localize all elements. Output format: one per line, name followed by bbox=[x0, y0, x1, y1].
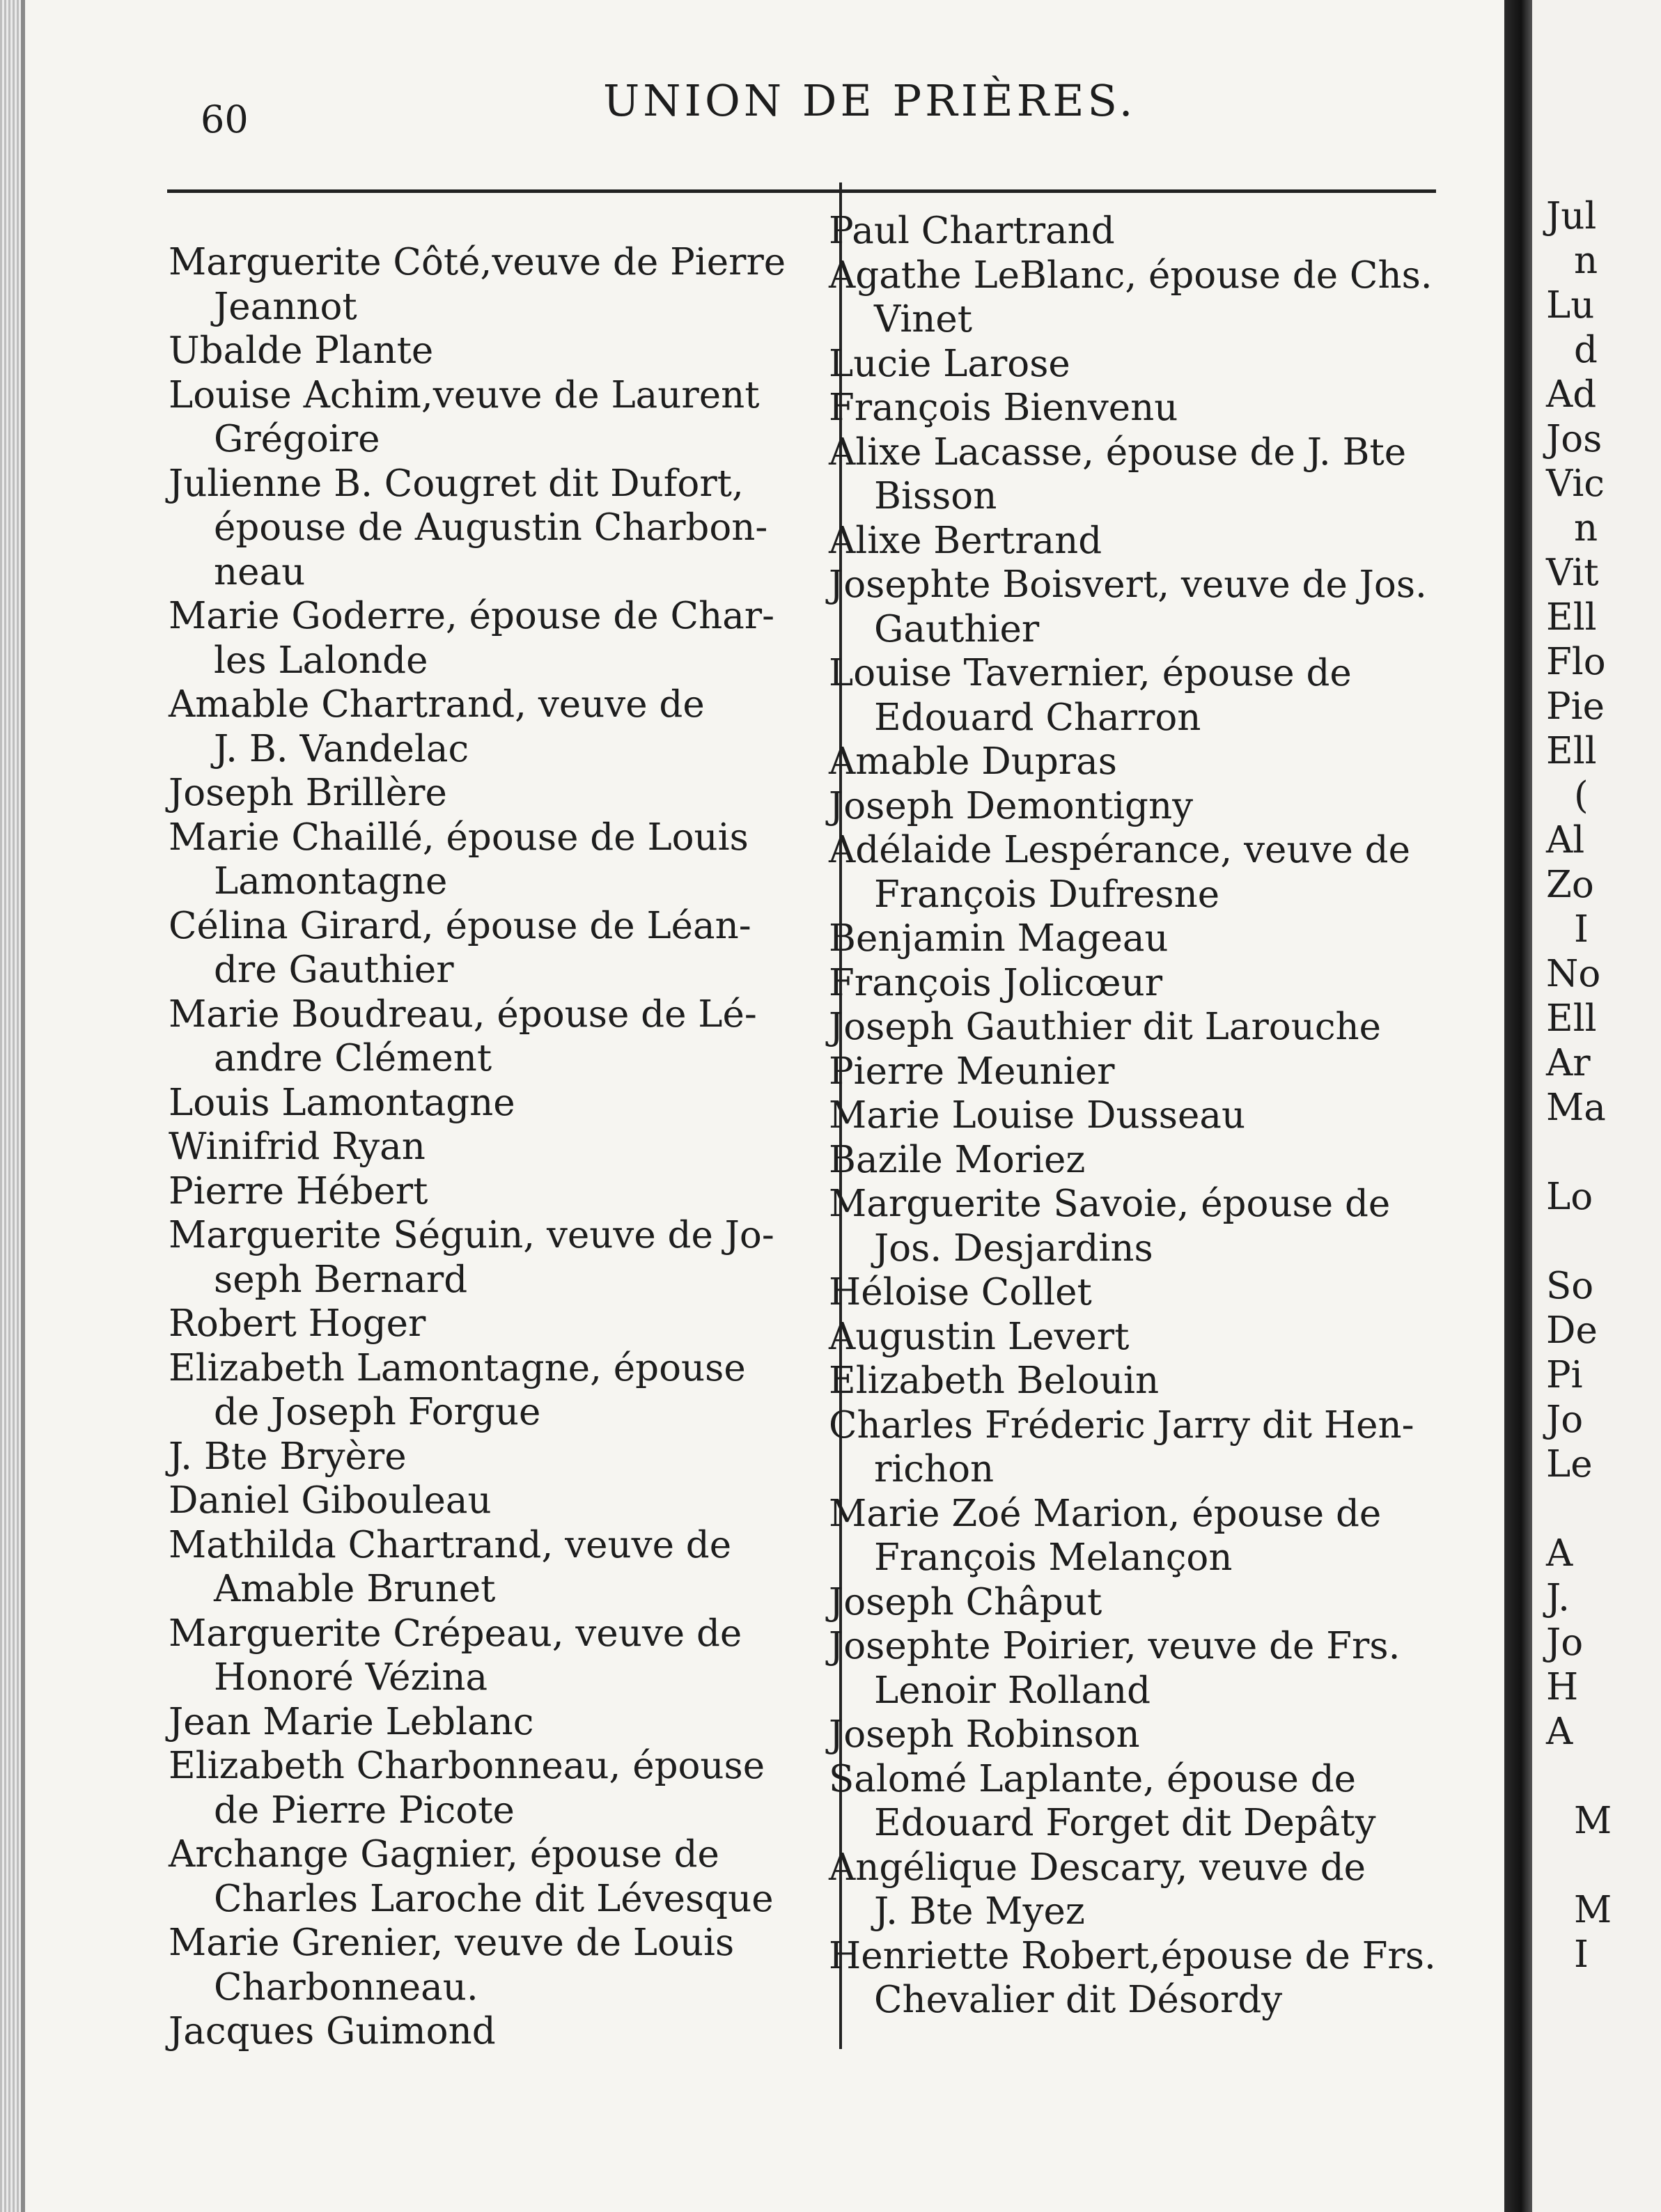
entry-continuation: Lenoir Rolland bbox=[874, 1669, 1151, 1712]
list-entry bbox=[169, 373, 830, 462]
next-page-fragment: ( bbox=[1574, 774, 1589, 817]
next-page-fragment: Jos bbox=[1546, 418, 1602, 460]
entry-name: Marie Grenier, veuve de Louis bbox=[169, 1922, 735, 1964]
entry-name: Amable Chartrand, veuve de bbox=[169, 683, 705, 726]
entry-continuation: J. B. Vandelac bbox=[214, 727, 469, 770]
list-entry bbox=[169, 992, 830, 1081]
list-entry bbox=[169, 1700, 830, 1745]
next-page-fragment: Pi bbox=[1546, 1354, 1583, 1396]
next-page-fragment: Ell bbox=[1546, 997, 1597, 1040]
entry-continuation: Honoré Vézina bbox=[214, 1656, 488, 1699]
list-entry bbox=[829, 1580, 1497, 1625]
list-entry bbox=[829, 1093, 1497, 1138]
next-page-fragment: M bbox=[1574, 1800, 1612, 1842]
entry-continuation: Jos. Desjardins bbox=[874, 1226, 1153, 1270]
entry-name: Winifrid Ryan bbox=[169, 1126, 426, 1168]
entry-name: Julienne B. Cougret dit Dufort, bbox=[169, 462, 744, 505]
entry-name: Josephte Poirier, veuve de Frs. bbox=[829, 1625, 1401, 1667]
page-edge-left bbox=[0, 0, 21, 2212]
list-entry bbox=[829, 563, 1497, 651]
entry-name: Ubalde Plante bbox=[169, 329, 434, 372]
list-entry bbox=[169, 683, 830, 771]
list-entry bbox=[829, 1846, 1497, 1934]
next-page-fragment: I bbox=[1574, 908, 1589, 951]
entry-continuation: andre Clément bbox=[214, 1037, 492, 1080]
list-entry bbox=[169, 1125, 830, 1169]
entry-name: J. Bte Bryère bbox=[169, 1435, 407, 1478]
entry-name: Marguerite Séguin, veuve de Jo- bbox=[169, 1214, 774, 1256]
entry-name: Robert Hoger bbox=[169, 1302, 426, 1345]
list-entry bbox=[829, 209, 1497, 254]
left-column bbox=[169, 240, 830, 2054]
entry-name: Marguerite Crépeau, veuve de bbox=[169, 1612, 742, 1655]
next-page-fragment: Ar bbox=[1546, 1042, 1591, 1084]
next-page-fragment: J. bbox=[1546, 1577, 1570, 1619]
entry-continuation: épouse de Augustin Charbon- bbox=[214, 506, 768, 549]
list-entry bbox=[829, 917, 1497, 961]
next-page-fragment: So bbox=[1546, 1265, 1594, 1307]
entry-continuation: François Dufresne bbox=[874, 873, 1220, 916]
entry-name: Salomé Laplante, épouse de bbox=[829, 1757, 1357, 1800]
entry-name: Joseph Demontigny bbox=[829, 784, 1194, 827]
list-entry bbox=[169, 1479, 830, 1523]
list-entry bbox=[169, 1435, 830, 1479]
entry-name: François Jolicœur bbox=[829, 961, 1163, 1004]
list-entry bbox=[829, 1403, 1497, 1492]
entry-name: Mathilda Chartrand, veuve de bbox=[169, 1523, 732, 1566]
entry-name: Benjamin Mageau bbox=[829, 917, 1169, 960]
entry-name: Louise Achim,veuve de Laurent bbox=[169, 373, 760, 416]
entry-name: Pierre Hébert bbox=[169, 1169, 428, 1213]
entry-name: Bazile Moriez bbox=[829, 1138, 1086, 1181]
list-entry bbox=[169, 2009, 830, 2054]
entry-continuation: Lamontagne bbox=[214, 860, 448, 903]
next-page-fragment: Jul bbox=[1546, 195, 1597, 237]
list-entry bbox=[169, 240, 830, 329]
list-entry bbox=[829, 1270, 1497, 1315]
entry-name: Alixe Lacasse, épouse de J. Bte bbox=[829, 430, 1407, 474]
entry-continuation: Chevalier dit Désordy bbox=[874, 1979, 1283, 2021]
list-entry bbox=[829, 1005, 1497, 1050]
list-entry bbox=[829, 1359, 1497, 1403]
next-page-fragment: Lu bbox=[1546, 284, 1595, 327]
list-entry bbox=[169, 1612, 830, 1700]
list-entry bbox=[169, 1832, 830, 1921]
entry-name: Louis Lamontagne bbox=[169, 1081, 515, 1124]
entry-name: Joseph Brillère bbox=[169, 772, 447, 814]
list-entry bbox=[169, 1213, 830, 1302]
list-entry bbox=[169, 771, 830, 816]
next-page-fragment: Vit bbox=[1546, 552, 1599, 594]
entry-name: Elizabeth Lamontagne, épouse bbox=[169, 1346, 746, 1389]
entry-name: Pierre Meunier bbox=[829, 1050, 1115, 1093]
list-entry bbox=[169, 594, 830, 683]
list-entry bbox=[169, 1169, 830, 1214]
list-entry bbox=[829, 254, 1497, 342]
next-page-fragment: n bbox=[1574, 240, 1598, 282]
book-gutter bbox=[1504, 0, 1532, 2212]
entry-continuation: Vinet bbox=[874, 298, 973, 341]
list-entry bbox=[829, 1315, 1497, 1360]
entry-name: Marie Chaillé, épouse de Louis bbox=[169, 816, 749, 859]
list-entry bbox=[169, 1081, 830, 1126]
entry-continuation: François Melançon bbox=[874, 1536, 1233, 1579]
entry-continuation: Charbonneau. bbox=[214, 1965, 478, 2009]
list-entry bbox=[829, 1492, 1497, 1580]
entry-continuation: richon bbox=[874, 1448, 995, 1490]
list-entry bbox=[829, 784, 1497, 829]
list-entry bbox=[169, 816, 830, 904]
entry-name: Marguerite Savoie, épouse de bbox=[829, 1183, 1391, 1225]
entry-continuation: seph Bernard bbox=[214, 1258, 468, 1301]
entry-continuation: Jeannot bbox=[214, 285, 357, 328]
page-number: 60 bbox=[201, 98, 249, 141]
next-page-fragment: No bbox=[1546, 953, 1601, 995]
list-entry bbox=[169, 329, 830, 373]
entry-name: Amable Dupras bbox=[829, 740, 1117, 783]
entry-name: Daniel Gibouleau bbox=[169, 1479, 492, 1522]
list-entry bbox=[829, 651, 1497, 740]
next-page-fragment: n bbox=[1574, 507, 1598, 550]
next-page-edge bbox=[1532, 0, 1661, 2212]
entry-continuation: neau bbox=[214, 550, 306, 593]
entry-name: Marie Boudreau, épouse de Lé- bbox=[169, 992, 757, 1036]
entry-name: Elizabeth Charbonneau, épouse bbox=[169, 1745, 765, 1787]
entry-name: Jean Marie Leblanc bbox=[169, 1700, 534, 1743]
next-page-fragment: De bbox=[1546, 1309, 1598, 1352]
entry-name: Lucie Larose bbox=[829, 342, 1070, 385]
entry-name: Agathe LeBlanc, épouse de Chs. bbox=[829, 254, 1433, 297]
list-entry bbox=[829, 342, 1497, 387]
list-entry bbox=[829, 740, 1497, 784]
entry-continuation: de Pierre Picote bbox=[214, 1789, 515, 1832]
next-page-fragment: Al bbox=[1546, 819, 1585, 862]
next-page-fragment: Pie bbox=[1546, 685, 1605, 728]
next-page-fragment: Ell bbox=[1546, 730, 1597, 772]
entry-continuation: Grégoire bbox=[214, 418, 380, 460]
list-entry bbox=[829, 1182, 1497, 1270]
entry-name: Marie Louise Dusseau bbox=[829, 1094, 1246, 1137]
next-page-fragment: A bbox=[1546, 1532, 1573, 1575]
entry-continuation: Amable Brunet bbox=[214, 1568, 496, 1610]
list-entry bbox=[169, 1302, 830, 1346]
list-entry bbox=[829, 1050, 1497, 1094]
next-page-fragment: Le bbox=[1546, 1443, 1593, 1486]
entry-name: Marguerite Côté,veuve de Pierre bbox=[169, 241, 786, 283]
entry-continuation: de Joseph Forgue bbox=[214, 1391, 541, 1433]
next-page-fragment: Jo bbox=[1546, 1621, 1584, 1664]
list-entry bbox=[169, 1346, 830, 1435]
next-page-fragment: Ell bbox=[1546, 596, 1597, 639]
entry-name: Paul Chartrand bbox=[829, 210, 1115, 252]
next-page-fragment: A bbox=[1546, 1711, 1573, 1753]
entry-name: Angélique Descary, veuve de bbox=[829, 1846, 1366, 1889]
next-page-fragment: H bbox=[1546, 1666, 1579, 1708]
entry-name: Elizabeth Belouin bbox=[829, 1360, 1160, 1402]
list-entry bbox=[829, 1757, 1497, 1846]
entry-name: François Bienvenu bbox=[829, 387, 1178, 429]
entry-name: Archange Gagnier, épouse de bbox=[169, 1833, 719, 1876]
entry-name: Joseph Robinson bbox=[829, 1713, 1140, 1756]
list-entry bbox=[169, 462, 830, 595]
entry-name: Augustin Levert bbox=[829, 1315, 1130, 1358]
next-page-fragment: Vic bbox=[1546, 462, 1605, 505]
entry-continuation: J. Bte Myez bbox=[874, 1890, 1085, 1933]
header-rule bbox=[167, 189, 1436, 193]
next-page-fragment: M bbox=[1574, 1889, 1612, 1931]
list-entry bbox=[169, 1744, 830, 1832]
entry-continuation: Edouard Charron bbox=[874, 696, 1201, 739]
right-column bbox=[829, 209, 1497, 2023]
list-entry bbox=[829, 961, 1497, 1006]
next-page-fragment: Ad bbox=[1546, 373, 1597, 416]
entry-continuation: les Lalonde bbox=[214, 639, 428, 682]
entry-name: Charles Fréderic Jarry dit Hen- bbox=[829, 1403, 1414, 1447]
entry-name: Louise Tavernier, épouse de bbox=[829, 652, 1352, 694]
next-page-fragment: Flo bbox=[1546, 641, 1606, 683]
list-entry bbox=[829, 386, 1497, 430]
entry-name: Joseph Gauthier dit Larouche bbox=[829, 1006, 1382, 1048]
next-page-fragment: Jo bbox=[1546, 1399, 1584, 1441]
list-entry bbox=[829, 1138, 1497, 1183]
next-page-fragment: Zo bbox=[1546, 864, 1594, 906]
list-entry bbox=[169, 1921, 830, 2009]
entry-name: Henriette Robert,épouse de Frs. bbox=[829, 1934, 1436, 1977]
next-page-fragment: Ma bbox=[1546, 1086, 1606, 1129]
list-entry bbox=[829, 519, 1497, 563]
entry-continuation: Gauthier bbox=[874, 607, 1040, 651]
entry-name: Marie Zoé Marion, épouse de bbox=[829, 1492, 1382, 1535]
list-entry bbox=[829, 1713, 1497, 1757]
entry-continuation: Edouard Forget dit Depâty bbox=[874, 1802, 1376, 1844]
list-entry bbox=[829, 1624, 1497, 1713]
next-page-fragment: Lo bbox=[1546, 1176, 1593, 1218]
entry-name: Jacques Guimond bbox=[169, 2010, 496, 2053]
list-entry bbox=[829, 1934, 1497, 2023]
list-entry bbox=[829, 828, 1497, 917]
entry-name: Marie Goderre, épouse de Char- bbox=[169, 595, 775, 637]
entry-continuation: Charles Laroche dit Lévesque bbox=[214, 1877, 774, 1920]
running-head: UNION DE PRIÈRES. bbox=[603, 75, 1137, 126]
next-page-fragment: d bbox=[1574, 329, 1598, 371]
list-entry bbox=[169, 1523, 830, 1612]
list-entry bbox=[829, 430, 1497, 519]
entry-name: Adélaide Lespérance, veuve de bbox=[829, 829, 1410, 871]
entry-name: Joseph Châput bbox=[829, 1580, 1102, 1623]
entry-name: Célina Girard, épouse de Léan- bbox=[169, 904, 751, 947]
entry-name: Josephte Boisvert, veuve de Jos. bbox=[829, 563, 1427, 606]
list-entry bbox=[169, 904, 830, 992]
next-page-fragment: I bbox=[1574, 1933, 1589, 1976]
entry-continuation: dre Gauthier bbox=[214, 949, 454, 991]
entry-name: Alixe Bertrand bbox=[829, 519, 1102, 562]
entry-continuation: Bisson bbox=[874, 475, 997, 517]
entry-name: Héloise Collet bbox=[829, 1271, 1092, 1314]
